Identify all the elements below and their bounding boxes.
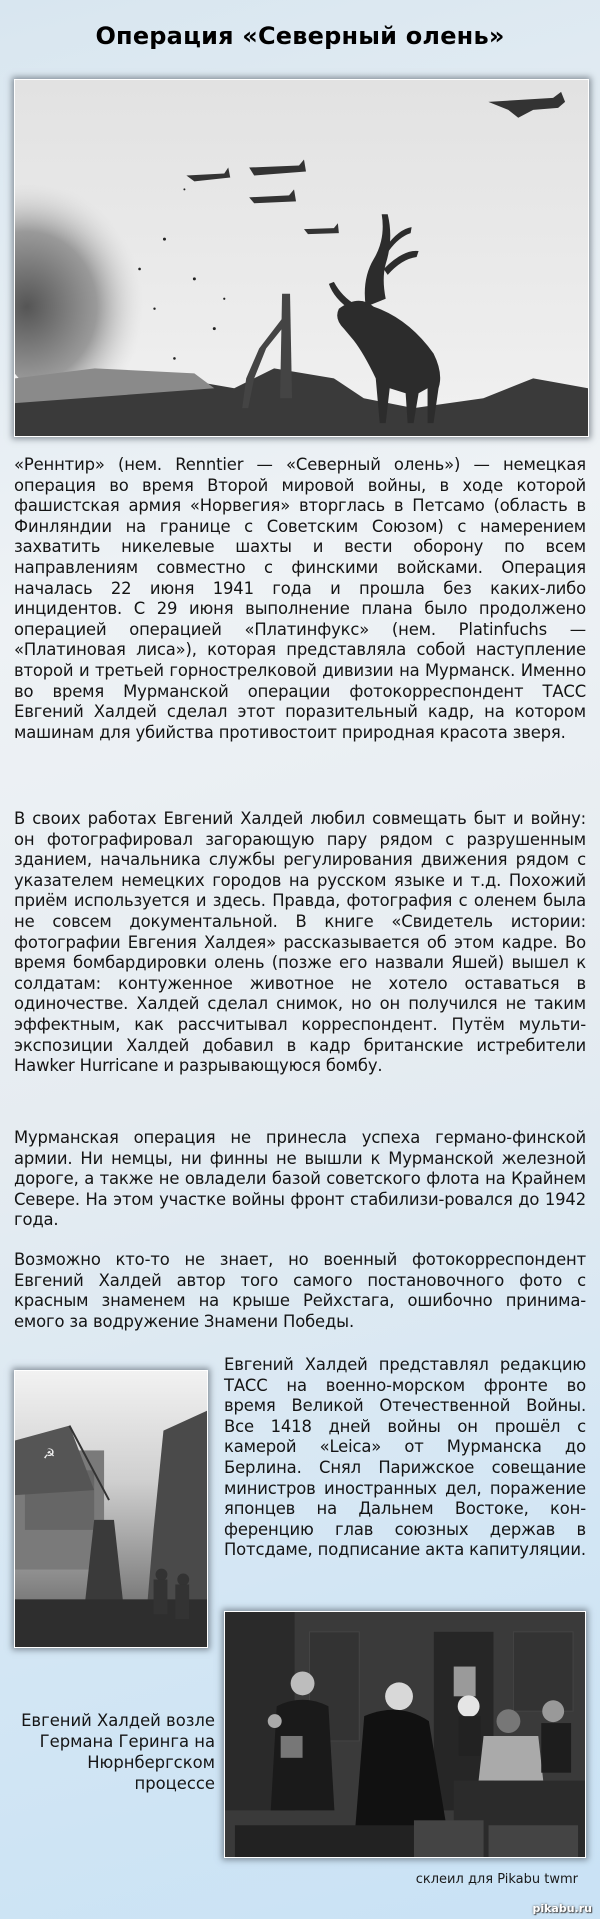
pikabu-watermark: pikabu.ru	[532, 1902, 592, 1915]
paragraph-murmansk-result: Мурманская операция не принесла успеха германо-финской армии. Ни немцы, ни финны не вышли к Мурманской железной дороге, а также не овладели базой советского флота на Крайнем Севере. На этом участке войны фронт стабилизи-ровался до 1942 года.	[14, 1128, 586, 1230]
paragraph-khaldei-style: В своих работах Евгений Халдей любил совмещать быт и войну: он фотографировал загорающую пару рядом с разрушенным зданием, начальника службы регулирования движения рядом с указателем немецких городов на русском языке и т.д. Похожий приём используется и здесь. Правда, фотография с оленем была не совсем документальной. В книге «Свидетель истории: фотографии Евгения Халдея» рассказывается об этом кадре. Во время бомбардировки олень (позже его назвали Яшей) вышел к солдатам: контуженное животное не хотело оставаться в одиночестве. Халдей сделал снимок, но он получился не таким эффектным, как рассчитывал корреспондент. Путём мульти-экспозиции Халдей добавил в кадр британские истребители Hawker Hurricane и разрывающуюся бомбу.	[14, 809, 586, 1076]
nuremberg-caption: Евгений Халдей возле Германа Геринга на Нюрнбергском процессе	[21, 1711, 215, 1793]
reichstag-photo	[14, 1370, 208, 1648]
reindeer-photo	[14, 79, 589, 437]
svg-text:☭: ☭	[42, 1446, 56, 1463]
page-title: Операция «Северный олень»	[95, 22, 505, 50]
nuremberg-photo	[224, 1611, 586, 1858]
author-credit: склеил для Pikabu twmr	[415, 1872, 578, 1887]
paragraph-reichstag: Возможно кто-то не знает, но военный фотокорреспондент Евгений Халдей автор того самого постановочного фото с красным знаменем на крыше Рейхстага, ошибочно принима-емого за водружение Знамени Победы.	[14, 1250, 586, 1331]
paragraph-renntier: «Реннтир» (нем. Renntier — «Северный олень») — немецкая операция во время Второй мировой войны, в ходе которой фашистская армия «Норвегия» вторглась в Петсамо (область в Финляндии на границе с Советским Союзом) с намерением захватить никелевые шахты и вести оборону по всем направлениям совместно с финскими войсками. Операция началась 22 июня 1941 года и прошла без каких-либо инцидентов. С 29 июня выполнение плана было продолжено операцией операцией «Платинфукс» (нем. Platinfuchs — «Платиновая лиса»), которая представляла собой наступление второй и третьей горнострелковой дивизии на Мурманск. Именно во время Мурманской операции фотокорреспондент ТАСС Евгений Халдей сделал этот поразительный кадр, на котором машинам для убийства противостоит природная красота зверя.	[14, 455, 586, 742]
paragraph-khaldei-tass: Евгений Халдей представлял редакцию ТАСС на военно-морском фронте во время Великой Отечественной Войны. Все 1418 дней войны он прошёл с камерой «Leica» от Мурманска до Берлина. Снял Парижское совещание министров иностранных дел, поражение японцев на Дальнем Востоке, кон-ференцию глав союзных держав в Потсдаме, подписание акта капитуляции.	[224, 1355, 586, 1560]
